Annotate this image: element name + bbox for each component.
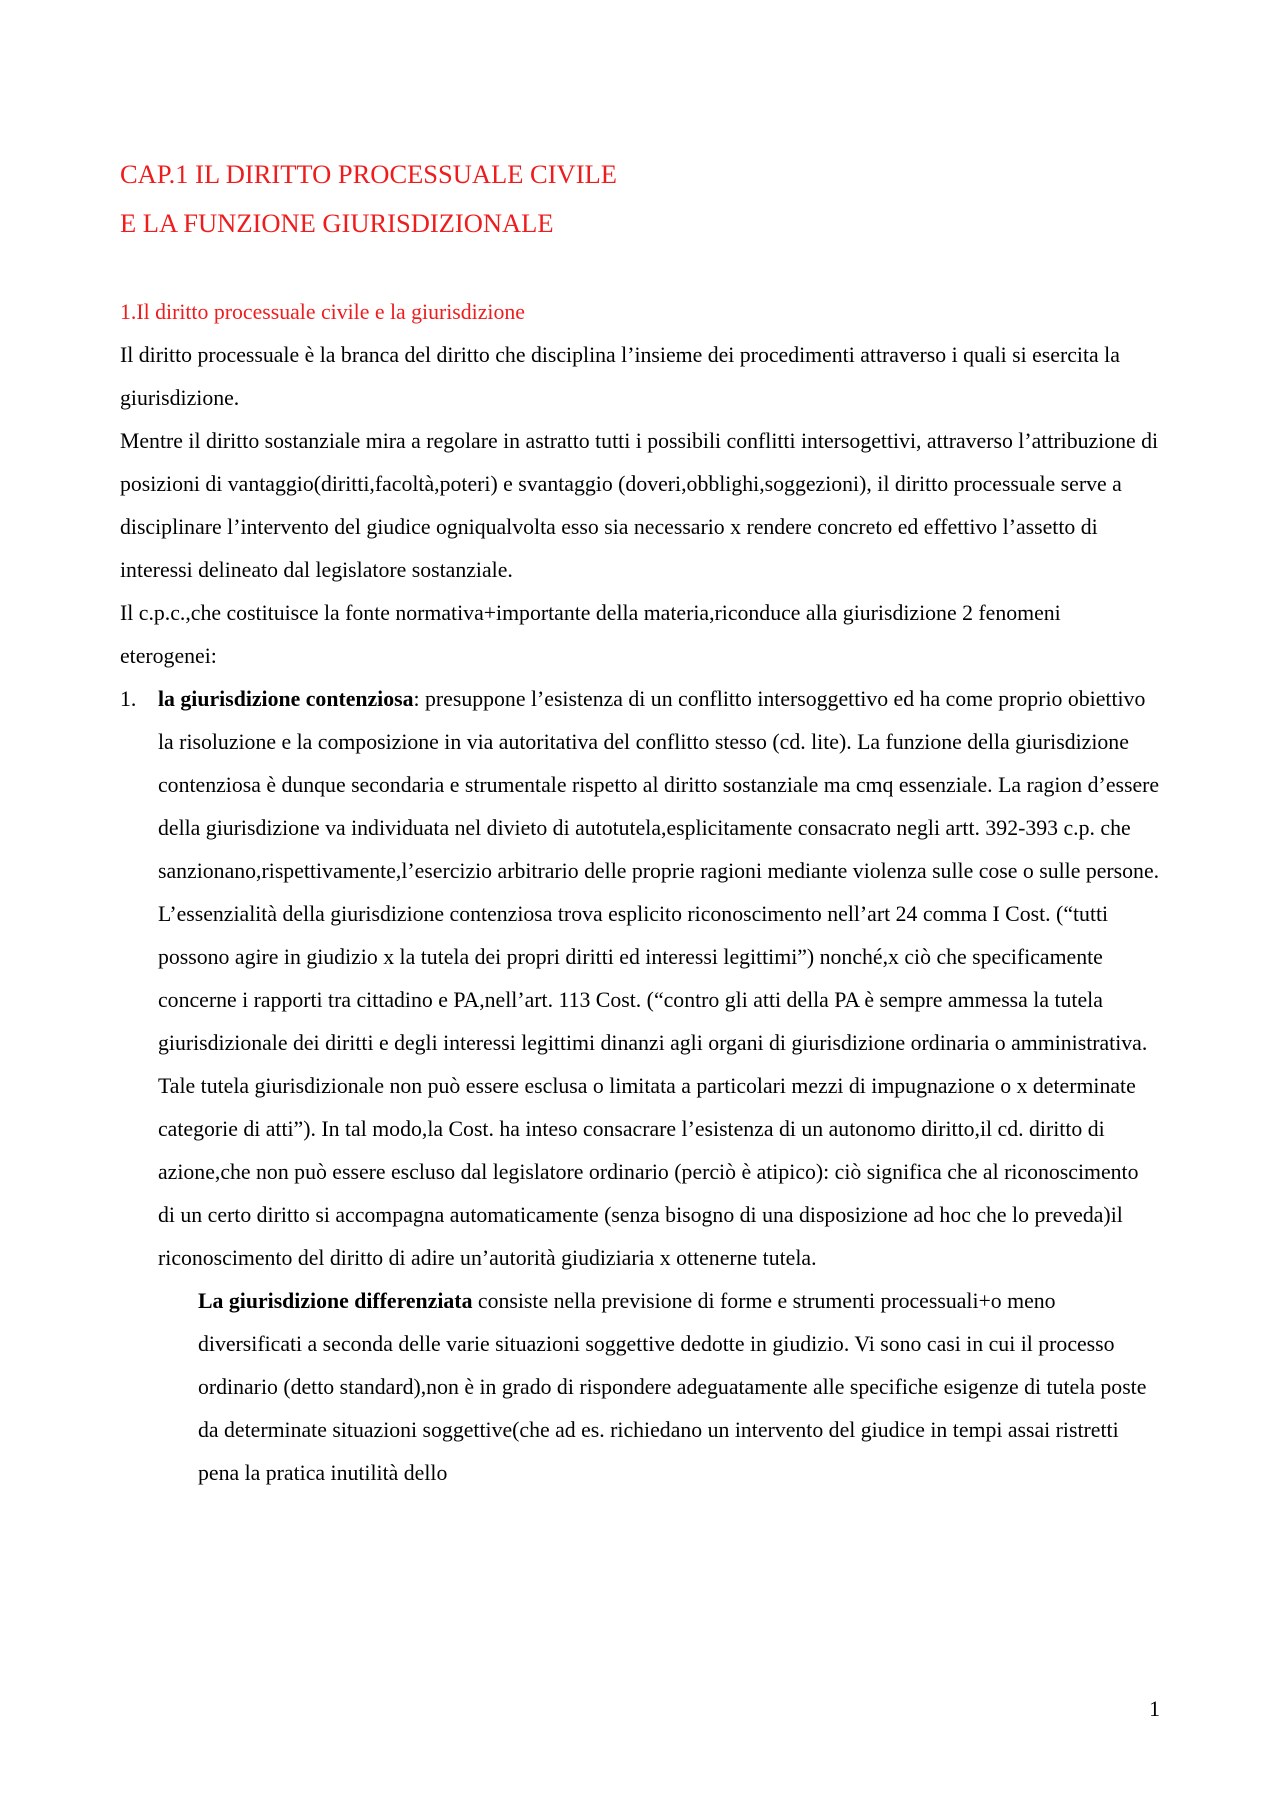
sub-paragraph-term: La giurisdizione differenziata — [198, 1289, 473, 1313]
sub-paragraph — [120, 1280, 1160, 1495]
chapter-title-line-1: CAP.1 IL DIRITTO PROCESSUALE CIVILE — [120, 159, 617, 189]
paragraph-2: Mentre il diritto sostanziale mira a regolare in astratto tutti i possibili conflitti intersogettivi, attraverso l’attribuzione di posizioni di vantaggio(diritti,facoltà,poteri) e svantaggio (doveri,obblighi,soggezioni), il diritto processuale serve a disciplinare l’intervento del giudice ogniqualvolta esso sia necessario x rendere concreto ed effettivo l’assetto di interessi delineato dal legislatore sostanziale. — [120, 429, 1159, 582]
list-item-number: 1. — [120, 687, 137, 711]
page-content — [120, 291, 1160, 1495]
list-item — [120, 678, 1160, 1280]
list-item-term: la giurisdizione contenziosa — [158, 687, 414, 711]
section-title: 1.Il diritto processuale civile e la giurisdizione — [120, 300, 525, 324]
sub-paragraph-text: consiste nella previsione di forme e strumenti processuali+o meno diversificati a seconda delle varie situazioni soggettive dedotte in giudizio. Vi sono casi in cui il processo ordinario (detto standard),non è in grado di rispondere adeguatamente alle specifiche esigenze di tutela poste da determinate situazioni soggettive(che ad es. richiedano un intervento del giudice in tempi assai ristretti pena la pratica inutilità dello — [198, 1289, 1147, 1485]
chapter-title-line-2: E LA FUNZIONE GIURISDIZIONALE — [120, 208, 554, 238]
paragraph-3: Il c.p.c.,che costituisce la fonte normativa+importante della materia,riconduce alla giurisdizione 2 fenomeni eterogenei: — [120, 601, 1061, 668]
page-number: 1 — [1149, 1697, 1160, 1721]
chapter-title — [120, 150, 1160, 248]
numbered-list — [120, 678, 1160, 1280]
list-item-text: : presuppone l’esistenza di un conflitto intersoggettivo ed ha come proprio obiettivo la risoluzione e la composizione in via autoritativa del conflitto stesso (cd. lite). La funzione della giurisdizione contenziosa è dunque secondaria e strumentale rispetto al diritto sostanziale ma cmq essenziale. La ragion d’essere della giurisdizione va individuata nel divieto di autotutela,esplicitamente consacrato negli artt. 392-393 c.p. che sanzionano,rispettivamente,l’esercizio arbitrario delle proprie ragioni mediante violenza sulle cose o sulle persone. L’essenzialità della giurisdizione contenziosa trova esplicito riconoscimento nell’art 24 comma I Cost. (“tutti possono agire in giudizio x la tutela dei propri diritti ed interessi legittimi”) nonché,x ciò che specificamente concerne i rapporti tra cittadino e PA,nell’art. 113 Cost. (“contro gli atti della PA è sempre ammessa la tutela giurisdizionale dei diritti e degli interessi legittimi dinanzi agli organi di giurisdizione ordinaria o amministrativa. Tale tutela giurisdizionale non può essere esclusa o limitata a particolari mezzi di impugnazione o x determinate categorie di atti”). In tal modo,la Cost. ha inteso consacrare l’esistenza di un autonomo diritto,il cd. diritto di azione,che non può essere escluso dal legislatore ordinario (perciò è atipico): ciò significa che al riconoscimento di un certo diritto si accompagna automaticamente (senza bisogno di una disposizione ad hoc che lo preveda)il riconoscimento del diritto di adire un’autorità giudiziaria x ottenerne tutela. — [158, 687, 1160, 1270]
paragraph-1: Il diritto processuale è la branca del diritto che disciplina l’insieme dei procedimenti attraverso i quali si esercita la giurisdizione. — [120, 343, 1120, 410]
